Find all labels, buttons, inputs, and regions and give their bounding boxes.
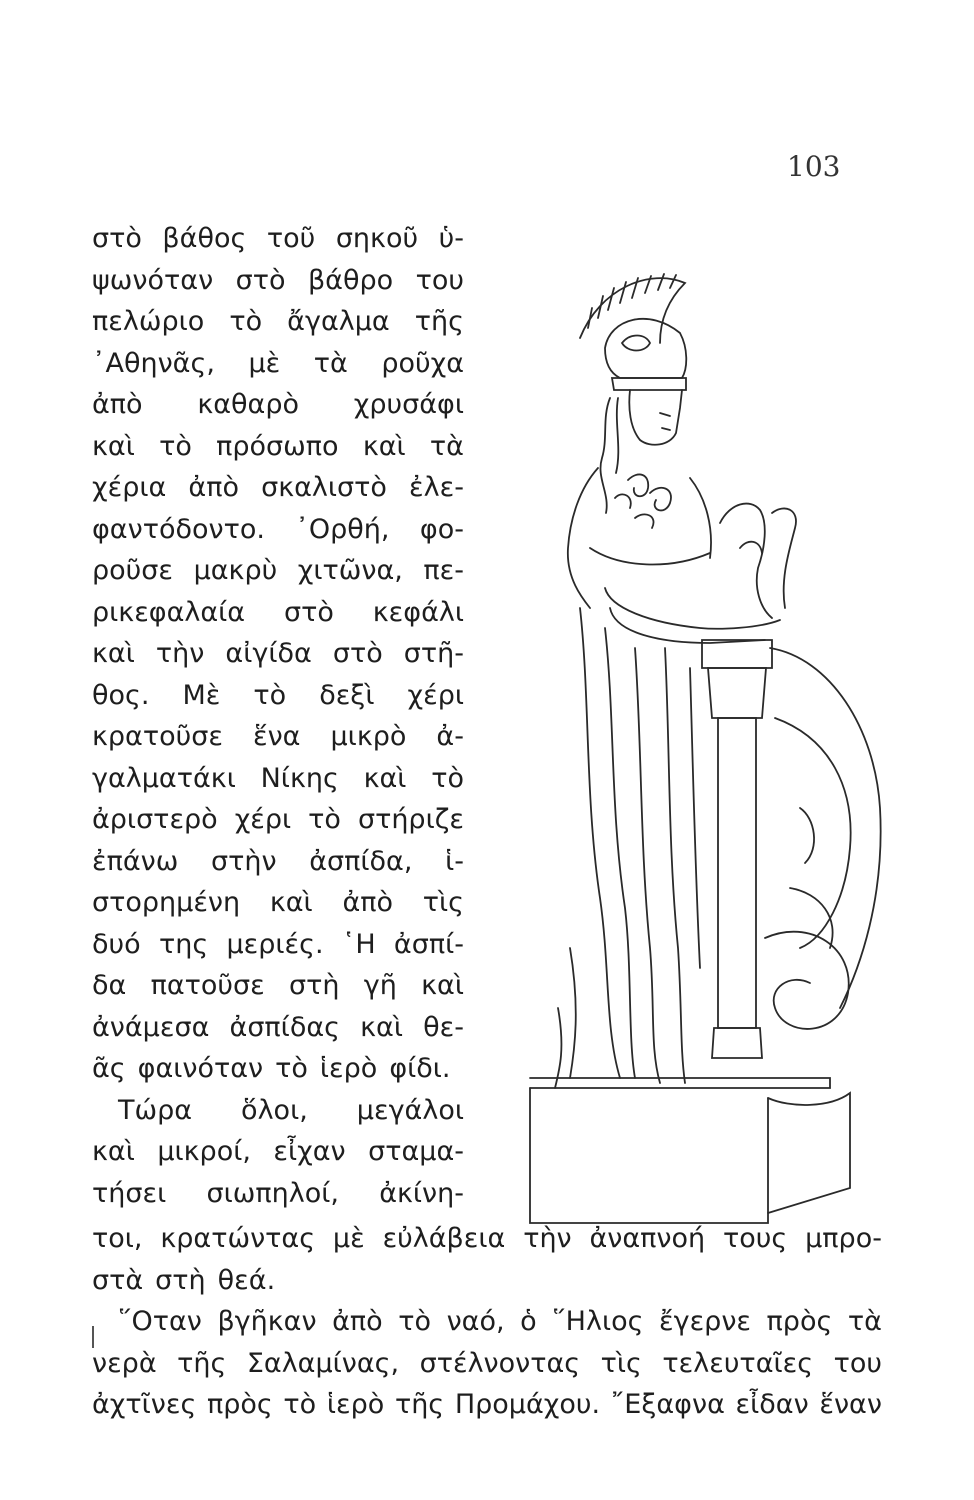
column-text-line: καὶ μικροί, εἶχαν σταμα- bbox=[92, 1136, 464, 1167]
column-text-line: καὶ τὸ πρόσωπο καὶ τὰ bbox=[92, 430, 464, 462]
column-text-line: πελώριο τὸ ἄγαλμα τῆς bbox=[92, 306, 464, 337]
column-text-line: θος. Μὲ τὸ δεξὶ χέρι bbox=[92, 679, 464, 711]
column-text-line: κρατοῦσε ἕνα μικρὸ ἀ- bbox=[92, 721, 464, 752]
full-text-line: ῞Οταν βγῆκαν ἀπὸ τὸ ναό, ὁ ῞Ηλιος ἔγερνε πρὸς τὰ bbox=[118, 1306, 882, 1337]
column-text-line: ἐπάνω στὴν ἀσπίδα, ἱ- bbox=[92, 845, 464, 877]
column-text-line: ἀπὸ καθαρὸ χρυσάφι bbox=[92, 389, 464, 420]
column-text-line: ροῦσε μακρὺ χιτῶνα, πε- bbox=[92, 555, 464, 586]
full-text-line: νερὰ τῆς Σαλαμίνας, στέλνοντας τὶς τελευταῖες του bbox=[92, 1347, 882, 1379]
full-text-line: ἀχτῖνες πρὸς τὸ ἱερὸ τῆς Προμάχου. ῎Εξαφνα εἶδαν ἕναν bbox=[92, 1389, 882, 1420]
column-text-line: ἀνάμεσα ἀσπίδας καὶ θε- bbox=[92, 1011, 464, 1043]
page-number: 103 bbox=[787, 150, 841, 183]
athena-statue-illustration bbox=[510, 248, 890, 1238]
column-text-line: φαντόδοντο. ᾿Ορθή, φο- bbox=[92, 513, 464, 545]
column-text-line: ρικεφαλαία στὸ κεφάλι bbox=[92, 596, 464, 628]
column-text-line: δα πατοῦσε στὴ γῆ καὶ bbox=[92, 970, 464, 1001]
full-text-line: τοι, κρατώντας μὲ εὐλάβεια τὴν ἀναπνοή τους μπρο- bbox=[92, 1223, 882, 1254]
column-text-line: τήσει σιωπηλοί, ἀκίνη- bbox=[92, 1177, 464, 1209]
column-text-line: ᾶς φαινόταν τὸ ἱερὸ φίδι. bbox=[92, 1053, 451, 1084]
column-text-line: ᾿Αθηνᾶς, μὲ τὰ ροῦχα bbox=[92, 347, 464, 379]
column-text-line: χέρια ἀπὸ σκαλιστὸ ἐλε- bbox=[92, 472, 464, 503]
column-text-line: δυό της μεριές. ῾Η ἀσπί- bbox=[92, 928, 464, 960]
column-text-line: γαλματάκι Νίκης καὶ τὸ bbox=[92, 762, 464, 794]
column-text-line: στορημένη καὶ ἀπὸ τὶς bbox=[92, 887, 464, 918]
full-text-line: στὰ στὴ θεά. bbox=[92, 1264, 276, 1296]
column-text-line: ψωνόταν στὸ βάθρο του bbox=[92, 264, 464, 296]
margin-mark bbox=[92, 1326, 94, 1348]
column-text-line: Τώρα ὅλοι, μεγάλοι bbox=[118, 1094, 464, 1126]
column-text-line: καὶ τὴν αἰγίδα στὸ στῆ- bbox=[92, 638, 464, 669]
column-text-line: ἀριστερὸ χέρι τὸ στήριζε bbox=[92, 804, 464, 835]
column-text-line: στὸ βάθος τοῦ σηκοῦ ὑ- bbox=[92, 223, 464, 254]
